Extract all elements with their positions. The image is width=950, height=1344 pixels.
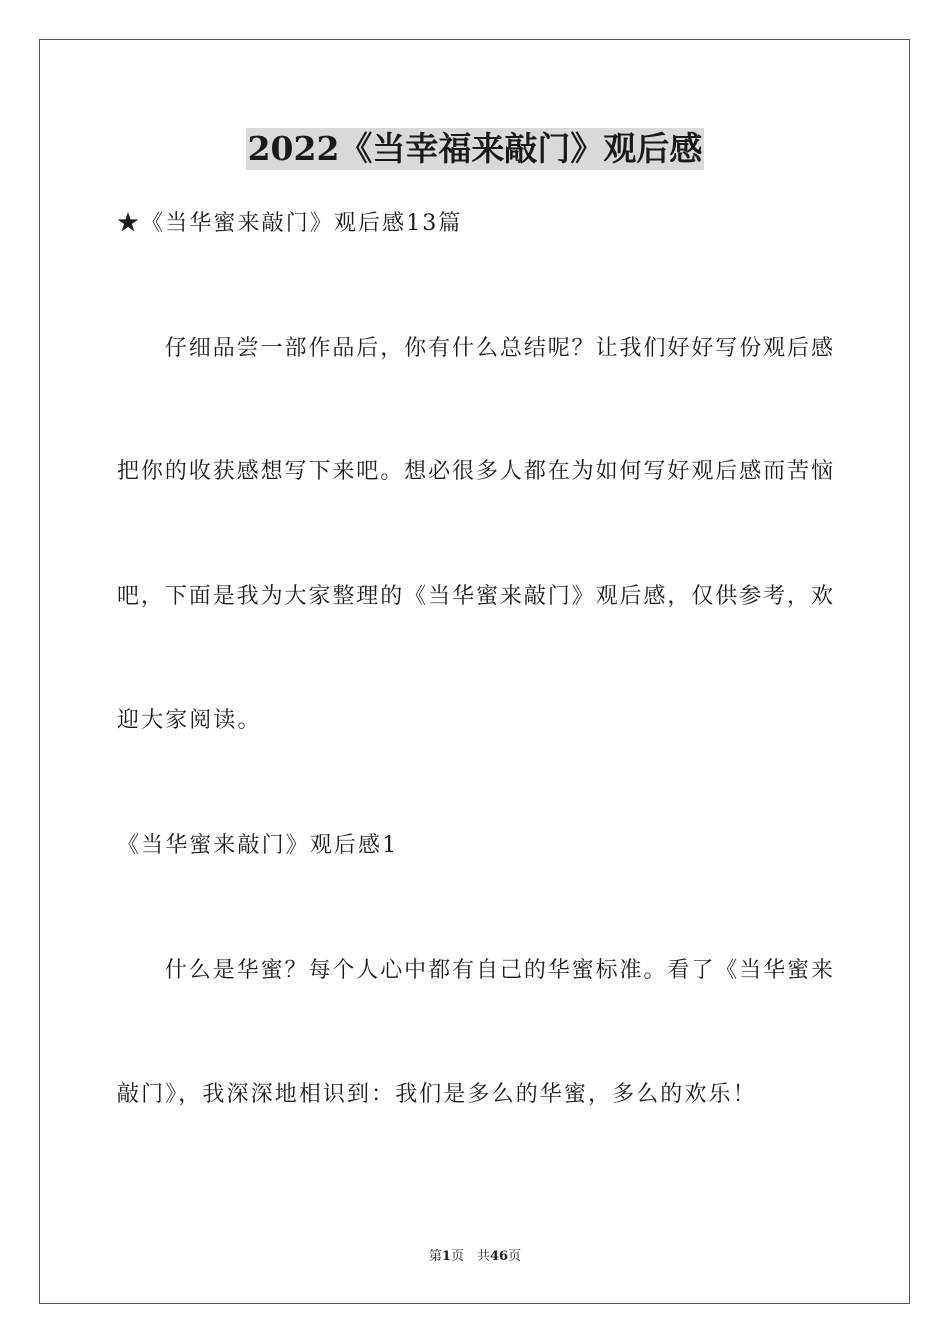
footer-page-current: 1: [441, 1249, 451, 1264]
paragraph-line: 仔细品尝一部作品后，你有什么总结呢？让我们好好写份观后感: [117, 336, 833, 361]
page-footer: [0, 1248, 950, 1266]
footer-page-prefix: 第: [428, 1249, 442, 1264]
paragraph-line: 敲门》，我深深地相识到：我们是多么的华蜜，多么的欢乐！: [117, 1082, 757, 1107]
paragraph-line: 迎大家阅读。: [117, 708, 262, 733]
title-container: [0, 128, 950, 170]
footer-page-mid: 页 共: [450, 1249, 490, 1264]
subtitle: ★《当华蜜来敲门》观后感13篇: [117, 211, 463, 236]
paragraph-line: 吧，下面是我为大家整理的《当华蜜来敲门》观后感，仅供参考，欢: [117, 584, 833, 609]
document-title: 2022《当幸福来敲门》观后感: [247, 129, 703, 168]
paragraph-line: 什么是华蜜？每个人心中都有自己的华蜜标准。看了《当华蜜来: [117, 958, 833, 983]
footer-page-total: 46: [489, 1249, 509, 1264]
section-heading: 《当华蜜来敲门》观后感1: [117, 833, 399, 858]
paragraph-line: 把你的收获感想写下来吧。想必很多人都在为如何写好观后感而苦恼: [117, 459, 833, 484]
footer-page-suffix: 页: [508, 1249, 522, 1264]
